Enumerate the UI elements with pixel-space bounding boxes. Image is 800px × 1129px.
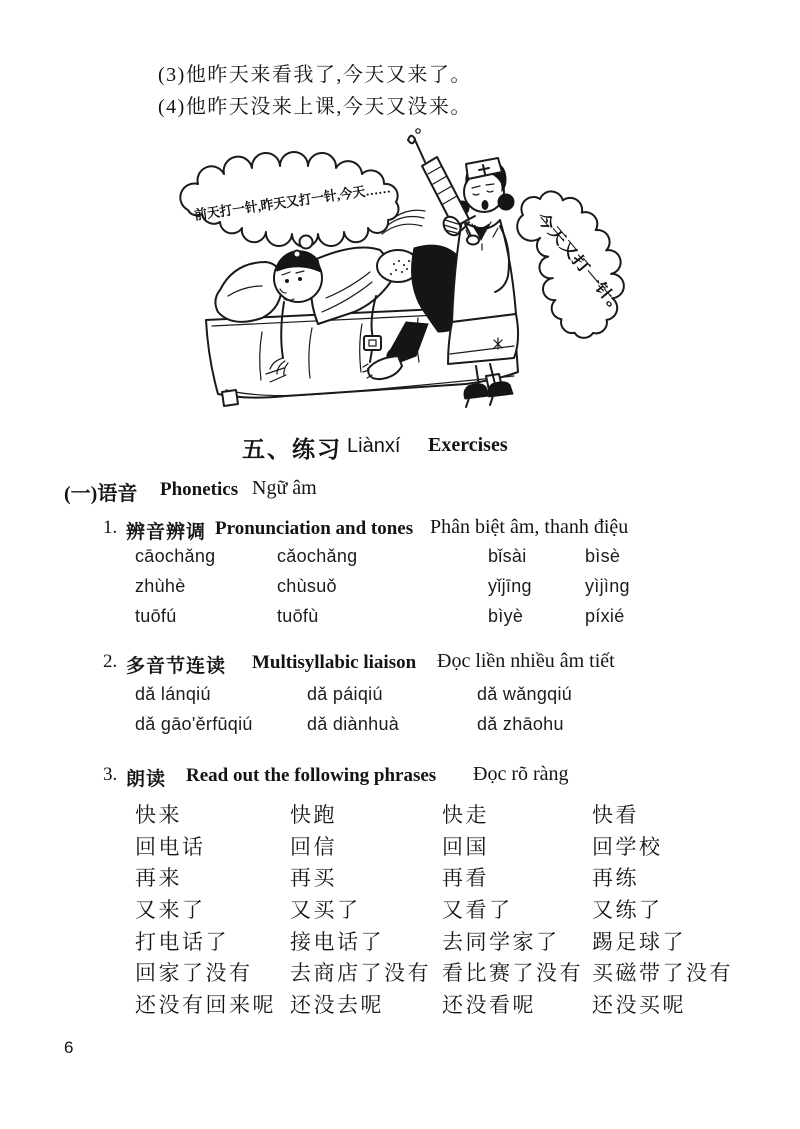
pinyin-cell: cāochǎng	[135, 546, 216, 566]
bed-leg-left	[222, 390, 238, 406]
pinyin-cell: tuōfú	[135, 606, 177, 626]
patient-bubble-text: 前天打一针,昨天又打一针,今天……	[193, 178, 403, 223]
injection-cartoon-illustration	[166, 128, 626, 424]
exercise-2-en: Multisyllabic liaison	[252, 652, 417, 673]
phrase-cell: 还没去呢	[290, 993, 384, 1017]
exercise-3-number: 3.	[103, 764, 118, 785]
phrase-cell: 快跑	[290, 803, 337, 827]
pinyin-cell: dǎ wǎngqiú	[477, 684, 573, 704]
section-title-en: Exercises	[428, 434, 508, 456]
phrase-cell: 回家了没有	[135, 961, 253, 985]
phrase-cell: 再练	[592, 866, 639, 890]
exercise-1-zh: 辨音辨调	[126, 522, 207, 543]
pinyin-cell: zhùhè	[135, 576, 186, 596]
exercise-1-vi: Phân biệt âm, thanh điệu	[430, 516, 629, 538]
phrase-cell: 踢足球了	[592, 930, 686, 954]
pinyin-cell: tuōfù	[277, 606, 319, 626]
exercise-2-zh: 多音节连读	[126, 656, 227, 677]
phrase-cell: 打电话了	[135, 930, 229, 954]
nurse-speech-bubble	[511, 180, 626, 347]
phrase-cell: 快看	[592, 803, 639, 827]
pinyin-cell: dǎ diànhuà	[307, 714, 400, 734]
exercise-3-zh: 朗读	[126, 769, 167, 790]
phrase-cell: 又看了	[442, 898, 513, 922]
phrase-cell: 又买了	[290, 898, 361, 922]
section-title-pinyin: Liànxí	[347, 435, 401, 457]
exercise-2-number: 2.	[103, 651, 118, 672]
pinyin-cell: dǎ páiqiú	[307, 684, 383, 704]
phrase-cell: 接电话了	[290, 930, 384, 954]
phrase-cell: 还没有回来呢	[135, 993, 276, 1017]
pinyin-cell: yìjìng	[585, 576, 630, 596]
phrase-cell: 再来	[135, 866, 182, 890]
phrase-cell: 看比赛了没有	[442, 961, 583, 985]
phrase-cell: 回学校	[592, 835, 663, 859]
exercise-3-en: Read out the following phrases	[186, 765, 437, 786]
phrase-cell: 又练了	[592, 898, 663, 922]
pillow-drawing	[215, 262, 282, 322]
exercise-1-en: Pronunciation and tones	[215, 518, 414, 539]
pinyin-cell: dǎ zhāohu	[477, 714, 564, 734]
patient-thought-bubble	[180, 152, 403, 258]
pinyin-cell: dǎ gāo'ěrfūqiú	[135, 714, 253, 734]
page-number: 6	[64, 1038, 74, 1057]
example-sentence-4: (4)他昨天没来上课,今天又没来。	[158, 96, 472, 118]
section-title-zh: 五、练习	[242, 437, 342, 462]
nurse-bubble-text: 今天又打一针。	[532, 210, 613, 301]
pinyin-cell: cǎochǎng	[277, 546, 358, 566]
phrase-cell: 买磁带了没有	[592, 961, 733, 985]
subsection-zh: (一)语音	[64, 483, 138, 505]
phrase-cell: 快走	[442, 803, 489, 827]
pinyin-cell: yǐjīng	[488, 576, 532, 596]
pinyin-cell: bǐsài	[488, 546, 527, 566]
pinyin-cell: dǎ lánqiú	[135, 684, 211, 704]
example-sentence-3: (3)他昨天来看我了,今天又来了。	[158, 64, 472, 86]
hair-bun-right	[498, 194, 514, 210]
subsection-vi: Ngữ âm	[252, 477, 317, 499]
exercise-3-vi: Đọc rõ ràng	[473, 763, 569, 785]
subsection-en: Phonetics	[160, 479, 239, 500]
open-mouth	[482, 200, 489, 210]
pinyin-cell: chùsuǒ	[277, 576, 337, 596]
syringe-drop	[408, 136, 415, 144]
phrase-cell: 再看	[442, 866, 489, 890]
exercise-1-number: 1.	[103, 517, 118, 538]
pinyin-cell: bìyè	[488, 606, 524, 626]
phrase-cell: 回信	[290, 835, 337, 859]
phrase-cell: 还没买呢	[592, 993, 686, 1017]
heel-shoe-right	[488, 382, 513, 397]
phrase-cell: 又来了	[135, 898, 206, 922]
exercise-2-vi: Đọc liền nhiều âm tiết	[437, 650, 615, 672]
phrase-cell: 回国	[442, 835, 489, 859]
phrase-cell: 回电话	[135, 835, 206, 859]
pinyin-cell: píxié	[585, 606, 625, 626]
phrase-cell: 去商店了没有	[290, 961, 431, 985]
phrase-cell: 快来	[135, 803, 182, 827]
phrase-cell: 再买	[290, 866, 337, 890]
phrase-cell: 去同学家了	[442, 930, 560, 954]
heel-shoe-left	[464, 384, 489, 399]
phrase-cell: 还没看呢	[442, 993, 536, 1017]
pinyin-cell: bìsè	[585, 546, 621, 566]
